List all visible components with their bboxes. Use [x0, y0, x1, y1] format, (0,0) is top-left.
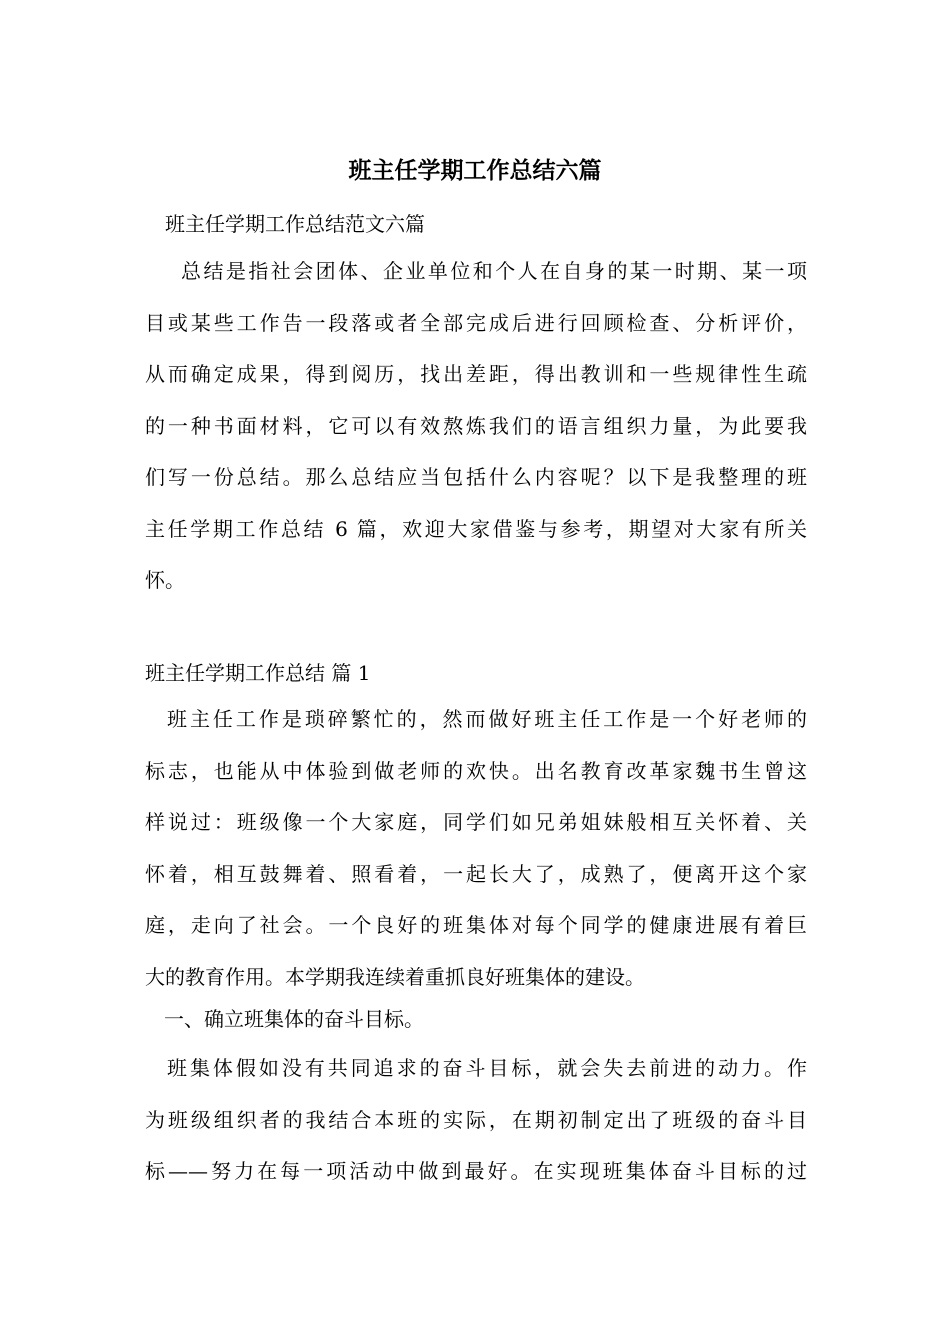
paragraph-line: 班主任工作是琐碎繁忙的，然而做好班主任工作是一个好老师的 [167, 707, 807, 731]
item-paragraph [145, 1043, 807, 1198]
paragraph-line: 怀。 [145, 568, 185, 592]
paragraph-line: 主任学期工作总结 6 篇，欢迎大家借鉴与参考，期望对大家有所关 [145, 516, 807, 541]
paragraph-line: 目或某些工作告一段落或者全部完成后进行回顾检查、分析评价， [145, 310, 807, 335]
item-heading: 一、确立班集体的奋斗目标。 [164, 1007, 424, 1031]
paragraph-line: 标志，也能从中体验到做老师的欢快。出名教育改革家魏书生曾这 [145, 758, 807, 783]
section-paragraph [145, 694, 807, 1003]
paragraph-line: 从而确定成果，得到阅历，找出差距，得出教训和一些规律性生疏 [145, 362, 807, 386]
paragraph-line: 总结是指社会团体、企业单位和个人在自身的某一时期、某一项 [181, 259, 807, 283]
paragraph-line: 庭，走向了社会。一个良好的班集体对每个同学的健康进展有着巨 [145, 913, 807, 937]
paragraph-line: 的一种书面材料，它可以有效熬炼我们的语言组织力量，为此要我 [145, 413, 807, 438]
paragraph-line: 怀着，相互鼓舞着、照看着，一起长大了，成熟了，便离开这个家 [145, 861, 807, 886]
paragraph-line: 为班级组织者的我结合本班的实际，在期初制定出了班级的奋斗目 [145, 1107, 807, 1132]
document-subtitle: 班主任学期工作总结范文六篇 [165, 212, 425, 236]
document-title: 班主任学期工作总结六篇 [348, 157, 602, 184]
paragraph-line: 大的教育作用。本学期我连续着重抓良好班集体的建设。 [145, 964, 645, 989]
paragraph-line: 标——努力在每一项活动中做到最好。在实现班集体奋斗目标的过 [145, 1159, 807, 1183]
paragraph-line: 班集体假如没有共同追求的奋斗目标，就会失去前进的动力。作 [167, 1056, 807, 1080]
paragraph-line: 样说过：班级像一个大家庭，同学们如兄弟姐妹般相互关怀着、关 [145, 810, 807, 834]
section-heading: 班主任学期工作总结 篇 1 [145, 661, 371, 685]
paragraph-line: 们写一份总结。那么总结应当包括什么内容呢？以下是我整理的班 [145, 465, 807, 489]
intro-paragraph [145, 246, 807, 607]
